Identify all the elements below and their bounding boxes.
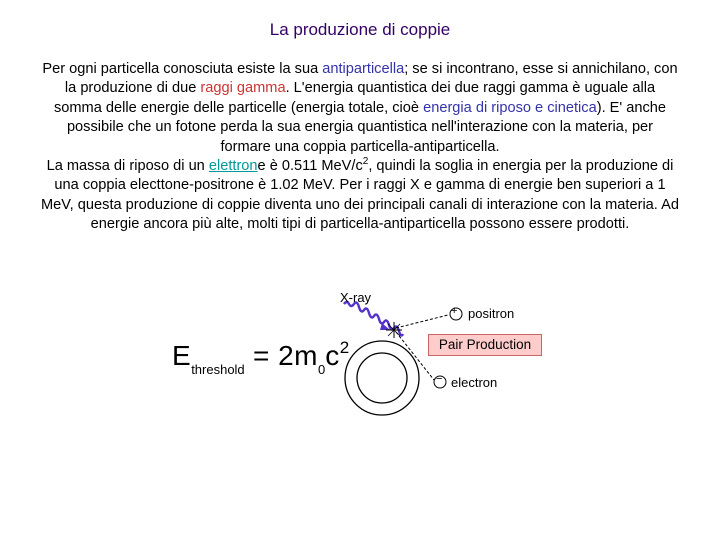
pair-production-diagram [330,282,560,432]
positron-sign: + [451,305,458,317]
xray-label: X-ray [340,290,372,305]
text-segment: La massa di riposo di un [46,158,209,175]
pair-production-label: Pair Production [428,334,542,356]
text-segment: ; se si incontrano, esse si annichilano, con la produzione di due [64,61,678,97]
formula-sup-two: 2 [339,338,350,357]
positron-track [396,315,448,328]
formula-sub-threshold: threshold [191,362,245,377]
formula-eq: = 2m [244,340,318,371]
text-segment: . L'energia quantistica dei due raggi gamma è uguale alla somma delle energie delle particelle (energia totale, cioè [53,80,656,116]
energia-riposo-link[interactable]: energia di riposo e cinetica [423,99,597,116]
raggi-gamma-link[interactable]: raggi gamma [200,80,286,97]
text-segment: Per ogni particella conosciuta esiste la sua [42,61,323,77]
antiparticella-link[interactable]: antiparticella [322,61,405,77]
electron-sign: − [436,373,443,385]
formula-e: E [172,340,192,371]
positron-label: positron [468,306,515,321]
electron-label: electron [451,375,498,390]
outer-atom-circle [345,341,419,415]
superscript: 2 [362,156,369,168]
text-segment: ). E' anche possibile che un fotone perda la sua energia quantistica nell'interazione con la materia, per formare una coppia particella-antiparticella. [66,99,667,155]
inner-atom-circle [357,353,407,403]
elettrone-link[interactable]: elettron [208,158,258,175]
formula-sub-zero: 0 [317,362,326,377]
formula-c: c [325,340,340,371]
text-segment: e è 0.511 MeV/c [257,158,363,175]
threshold-formula [172,338,350,377]
body-paragraph [40,60,680,235]
page-title: La produzione di coppie [269,20,451,39]
text-segment: , quindi la soglia in energia per la produzione di una coppia electtone-positrone è 1.02 MeV. Per i raggi X e gamma di energie ben superiori a 1 MeV, questa produzione di coppie diventa uno dei principali canali di interazione con la materia. Ad energie ancora più alte, molti tipi di particella-antiparticella possono essere prodotti. [41,158,679,233]
